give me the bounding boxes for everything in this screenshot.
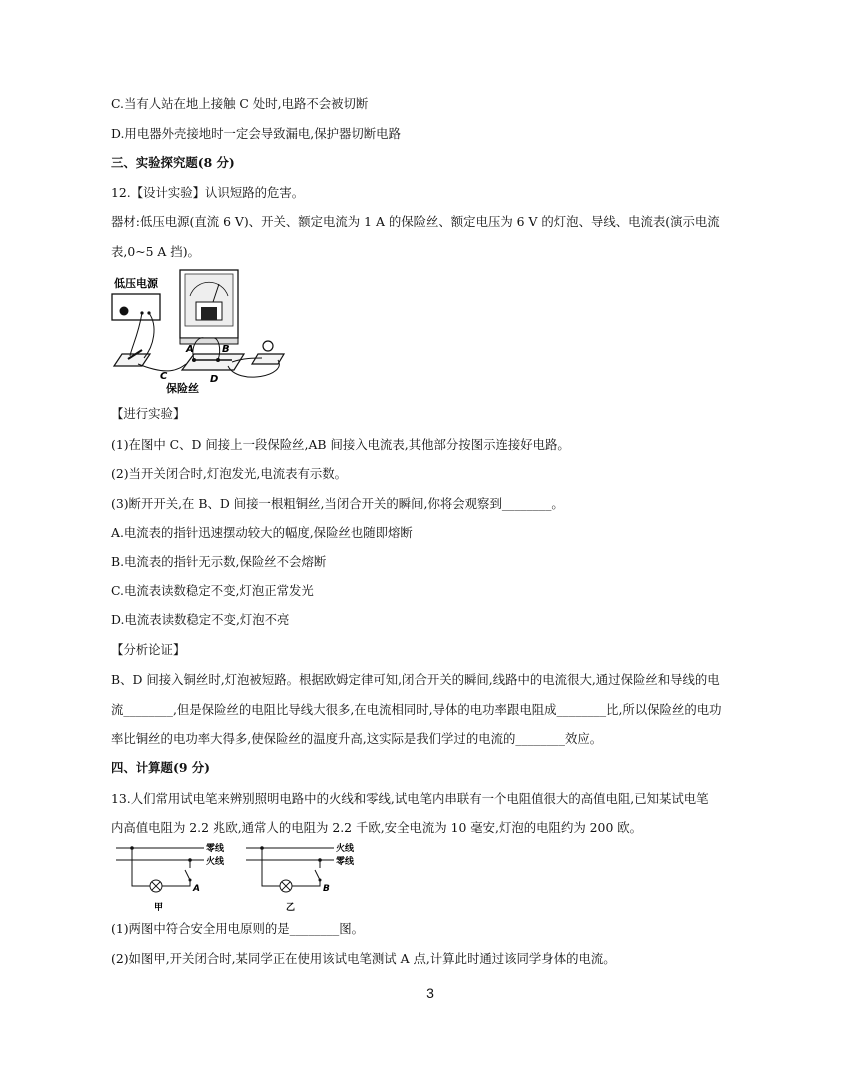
point-a-label: A [186,344,194,355]
option-c-previous: C.当有人站在地上接触 C 处时,电路不会被切断 [111,96,369,111]
jia-point-label: A [193,884,200,894]
section-three-heading: 三、实验探究题(8 分) [111,155,235,170]
question-13-line-2: 内高值电阻为 2.2 兆欧,通常人的电阻为 2.2 千欧,安全电流为 10 毫安,灯泡的电阻约为 200 欧。 [111,820,643,835]
jia-top-wire-label: 零线 [206,844,225,854]
power-supply-box [112,294,160,320]
equipment-line-2: 表,0~5 A 挡)。 [111,244,200,259]
step-3: (3)断开开关,在 B、D 间接一根粗铜丝,当闭合开关的瞬间,你将会观察到________。 [111,496,564,511]
point-b-label: B [222,344,230,355]
circuit-jia [116,842,225,913]
sub-question-2: (2)如图甲,开关闭合时,某同学正在使用该试电笔测试 A 点,计算此时通过该同学身体的电流。 [111,951,616,966]
jia-caption: 甲 [154,903,164,913]
power-knob [120,307,129,316]
circuit-yi [246,842,355,913]
point-c-label: C [160,371,168,382]
equipment-line-1: 器材:低压电源(直流 6 V)、开关、额定电流为 1 A 的保险丝、额定电压为 6 V 的灯泡、导线、电流表(演示电流 [111,214,720,229]
experiment-heading: 【进行实验】 [111,406,186,421]
sub-question-1: (1)两图中符合安全用电原则的是________图。 [111,921,364,936]
power-supply-label: 低压电源 [114,277,158,290]
question-13-line-1: 13.人们常用试电笔来辨别照明电路中的火线和零线,试电笔内串联有一个电阻值很大的高值电阻,已知某试电笔 [111,791,709,806]
option-d: D.电流表读数稳定不变,灯泡不亮 [111,612,290,627]
bulb [263,341,273,351]
analysis-heading: 【分析论证】 [111,642,186,657]
analysis-line-1: B、D 间接入铜丝时,灯泡被短路。根据欧姆定律可知,闭合开关的瞬间,线路中的电流很大,通过保险丝和导线的电 [111,672,720,687]
yi-switch [315,870,320,880]
analysis-line-3: 率比铜丝的电功率大得多,使保险丝的温度升高,这实际是我们学过的电流的________效应。 [111,731,603,746]
section-four-heading: 四、计算题(9 分) [111,760,211,775]
circuit-apparatus-figure [108,266,290,394]
analysis-line-2: 流________,但是保险丝的电阻比导线大很多,在电流相同时,导体的电功率跟电阻成________比,所以保险丝的电功 [111,702,722,717]
option-a: A.电流表的指针迅速摆动较大的幅度,保险丝也随即熔断 [111,525,413,540]
fuse-label: 保险丝 [166,382,199,394]
option-d-previous: D.用电器外壳接地时一定会导致漏电,保护器切断电路 [111,126,401,141]
jia-bottom-wire-label: 火线 [206,857,225,867]
yi-point-label: B [323,884,330,894]
step-2: (2)当开关闭合时,灯泡发光,电流表有示数。 [111,466,348,481]
question-12-title: 12.【设计实验】认识短路的危害。 [111,185,305,200]
yi-top-wire-label: 火线 [336,844,355,854]
step-1: (1)在图中 C、D 间接上一段保险丝,AB 间接入电流表,其他部分按图示连接好电路。 [111,437,570,452]
jia-switch [185,870,190,880]
option-b: B.电流表的指针无示数,保险丝不会熔断 [111,554,327,569]
fuse-board [182,354,244,370]
lighting-circuits-figure [114,838,364,914]
option-c: C.电流表读数稳定不变,灯泡正常发光 [111,583,314,598]
point-d-label: D [210,374,219,385]
yi-bottom-wire-label: 零线 [336,857,355,867]
yi-caption: 乙 [286,903,296,913]
page-number: 3 [426,985,434,1001]
